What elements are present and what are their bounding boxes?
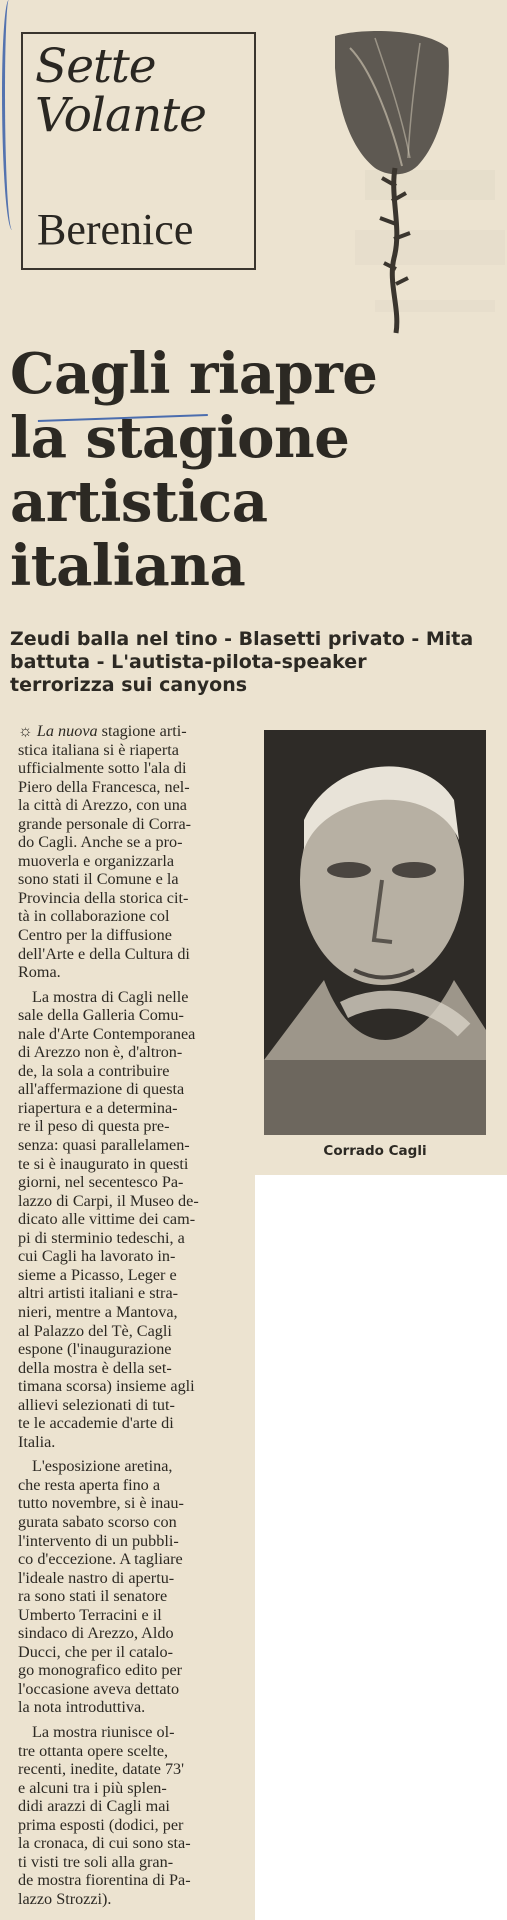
body-text-line: Piero della Francesca, nel-: [18, 777, 190, 796]
body-text-line: riapertura e a determina-: [18, 1098, 178, 1117]
pen-mark: [2, 0, 19, 230]
body-text-line: L'esposizione aretina,: [32, 1457, 173, 1476]
body-text-line: timana scorsa) insieme agli: [18, 1377, 195, 1396]
body-text-line: La mostra riunisce ol-: [32, 1722, 175, 1741]
body-text-line: Centro per la diffusione: [18, 926, 172, 945]
body-text-line: la città di Arezzo, con una: [18, 796, 187, 815]
subhead-line: battuta - L'autista-pilota-speaker: [10, 651, 367, 673]
body-text-line: la nota introduttiva.: [18, 1698, 146, 1717]
body-text-line: de, la sola a contribuire: [18, 1061, 170, 1080]
column-title-line2: Volante: [35, 88, 206, 144]
body-text-line: di Arezzo non è, d'altron-: [18, 1043, 183, 1062]
body-text-line: didi arazzi di Cagli mai: [18, 1797, 170, 1816]
body-text-line: te si è inaugurato in questi: [18, 1154, 189, 1173]
column-title: [35, 39, 206, 144]
article-subhead: [10, 628, 480, 697]
body-text-line: co d'eccezione. A tagliare: [18, 1550, 183, 1569]
body-text-line: nieri, mentre a Mantova,: [18, 1302, 178, 1321]
body-text-line: tà in collaborazione col: [18, 907, 170, 926]
article-body-column: [18, 722, 246, 1908]
body-text-line: Ducci, che per il catalo-: [18, 1642, 174, 1661]
body-text-line: lazzo di Carpi, il Museo de-: [18, 1191, 199, 1210]
body-text-line: de mostra fiorentina di Pa-: [18, 1871, 191, 1890]
body-text-line: re il peso di questa pre-: [18, 1117, 170, 1136]
body-text-line: grande personale di Corra-: [18, 814, 192, 833]
body-text-line: tutto novembre, si è inau-: [18, 1494, 184, 1513]
body-text-line: l'occasione aveva dettato: [18, 1679, 180, 1698]
body-text-line: dell'Arte e della Cultura di: [18, 944, 190, 963]
body-text-line: altri artisti italiani e stra-: [18, 1284, 179, 1303]
body-text-line: ☼ La nuova stagione arti-: [18, 722, 187, 740]
body-text-line: che resta aperta fino a: [18, 1475, 161, 1494]
article-headline: [10, 342, 480, 598]
headline-line: Cagli riapre: [10, 341, 378, 407]
body-text-line: te le accademie d'arte di: [18, 1414, 174, 1433]
body-text-line: recenti, inedite, datate 73': [18, 1760, 185, 1779]
body-text-line: muoverla e organizzarla: [18, 851, 175, 870]
body-text-line: ufficialmente sotto l'ala di: [18, 759, 187, 778]
body-text-line: nale d'Arte Contemporanea: [18, 1024, 196, 1043]
body-text-line: e alcuni tra i più splen-: [18, 1778, 167, 1797]
body-text-line: pi di sterminio tedeschi, a: [18, 1228, 185, 1247]
body-text-line: Umberto Terracini e il: [18, 1605, 162, 1624]
subhead-line: terrorizza sui canyons: [10, 674, 248, 696]
column-author: Berenice: [37, 205, 194, 254]
body-text-line: lazzo Strozzi).: [18, 1889, 112, 1908]
lead-italic: La nuova: [36, 722, 98, 740]
headline-line: artistica: [10, 469, 268, 535]
body-text-line: stica italiana si è riaperta: [18, 740, 179, 759]
body-text-line: all'affermazione di questa: [18, 1080, 185, 1099]
lead-marker-icon: ☼: [18, 722, 37, 740]
body-text-line: go monografico edito per: [18, 1661, 183, 1680]
body-text-line: prima esposti (dodici, per: [18, 1815, 184, 1834]
body-text-line: senza: quasi parallelamen-: [18, 1136, 190, 1155]
column-title-line1: Sette: [35, 39, 156, 94]
body-text-line: ti visti tre soli alla gran-: [18, 1852, 174, 1871]
body-text-line: sieme a Picasso, Leger e: [18, 1265, 177, 1284]
body-text-line: sale della Galleria Comu-: [18, 1006, 184, 1025]
portrait-illustration: [264, 730, 486, 1135]
body-text-line: della mostra è della set-: [18, 1358, 172, 1377]
body-text-line: sindaco di Arezzo, Aldo: [18, 1624, 174, 1643]
body-text-line: Italia.: [18, 1432, 56, 1451]
body-text-line: do Cagli. Anche se a pro-: [18, 833, 183, 852]
body-text-line: ra sono stati il senatore: [18, 1587, 168, 1606]
body-text-line: tre ottanta opere scelte,: [18, 1741, 169, 1760]
body-text-line: dicato alle vittime dei cam-: [18, 1210, 196, 1229]
headline-line: italiana: [10, 533, 246, 599]
body-text-line: allievi selezionati di tut-: [18, 1395, 175, 1414]
headline-line: la stagione: [10, 405, 350, 471]
body-text-line: gurata sabato scorso con: [18, 1512, 177, 1531]
body-text-line: espone (l'inaugurazione: [18, 1340, 172, 1359]
portrait-photo: [264, 730, 486, 1135]
photo-caption: Corrado Cagli: [323, 1143, 427, 1159]
body-text-line: giorni, nel secentesco Pa-: [18, 1173, 184, 1192]
quill-ornament-illustration: [330, 28, 455, 338]
body-text-line: sono stati il Comune e la: [18, 870, 179, 889]
body-text-line: la cronaca, di cui sono sta-: [18, 1834, 191, 1853]
body-text-line: l'ideale nastro di apertu-: [18, 1568, 175, 1587]
body-text-line: l'intervento di un pubbli-: [18, 1531, 179, 1550]
subhead-line: Zeudi balla nel tino - Blasetti privato - Mita: [10, 628, 474, 650]
body-text-line: Roma.: [18, 963, 61, 982]
body-text-line: La mostra di Cagli nelle: [32, 987, 189, 1006]
body-text-line: Provincia della storica cit-: [18, 888, 189, 907]
body-text-line: cui Cagli ha lavorato in-: [18, 1247, 176, 1266]
column-header-box: [21, 32, 256, 270]
body-text-line: al Palazzo del Tè, Cagli: [18, 1321, 172, 1340]
